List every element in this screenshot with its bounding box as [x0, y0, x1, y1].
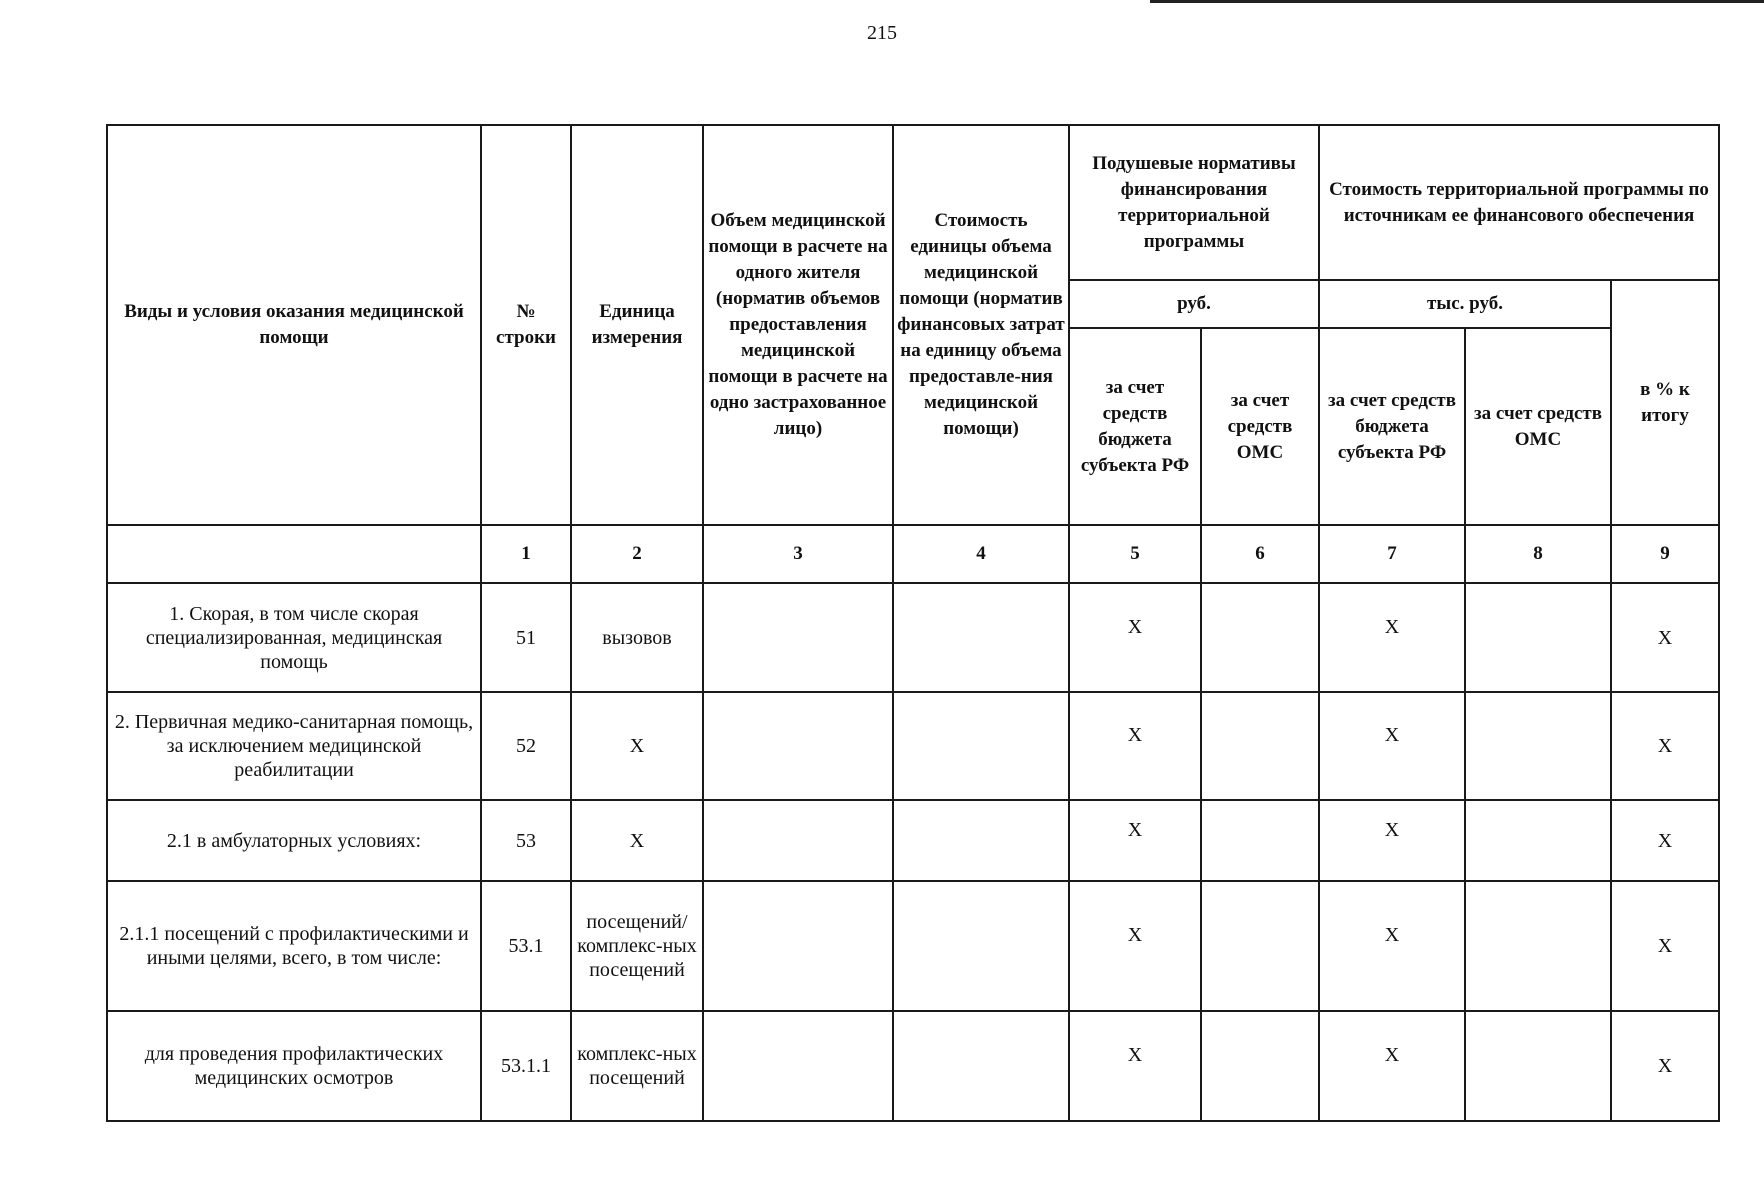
row-name: 2. Первичная медико-санитарная помощь, за исключением медицинской реабилитации: [107, 692, 481, 800]
x-mark: Х: [1384, 818, 1400, 841]
row-c8: [1465, 583, 1611, 692]
x-mark: Х: [1127, 818, 1143, 841]
row-c6: [1201, 692, 1319, 800]
row-name: 1. Скорая, в том числе скорая специализированная, медицинская помощь: [107, 583, 481, 692]
header-oms-2: за счет средств ОМС: [1465, 328, 1611, 525]
row-c6: [1201, 583, 1319, 692]
row-c6: [1201, 800, 1319, 881]
header-volume: Объем медицинской помощи в расчете на одного жителя (норматив объемов предоставления медицинской помощи в расчете на одно застрахованное лицо): [703, 125, 893, 525]
table-row: [107, 1011, 1719, 1121]
x-mark: Х: [1384, 724, 1400, 746]
row-no: 51: [481, 583, 571, 692]
row-c5: [1069, 692, 1201, 800]
row-c7: [1319, 881, 1465, 1011]
row-c8: [1465, 881, 1611, 1011]
row-volume: [703, 692, 893, 800]
x-mark: Х: [1384, 615, 1400, 638]
row-c9: Х: [1611, 881, 1719, 1011]
x-mark: Х: [1127, 724, 1143, 746]
row-c7: [1319, 692, 1465, 800]
row-unit: Х: [571, 692, 703, 800]
x-mark: Х: [1384, 1044, 1400, 1066]
row-unit: посещений/ комплекс-ных посещений: [571, 881, 703, 1011]
row-cost: [893, 583, 1069, 692]
column-number: 7: [1319, 525, 1465, 583]
row-unit: комплекс-ных посещений: [571, 1011, 703, 1121]
row-c5: [1069, 1011, 1201, 1121]
header-oms: за счет средств ОМС: [1201, 328, 1319, 525]
column-number-blank: [107, 525, 481, 583]
row-c7: [1319, 800, 1465, 881]
header-per-capita: Подушевые нормативы финансирования территориальной программы: [1069, 125, 1319, 280]
page-number: 215: [867, 22, 897, 44]
row-no: 53.1.1: [481, 1011, 571, 1121]
column-number: 8: [1465, 525, 1611, 583]
row-c8: [1465, 1011, 1611, 1121]
header-program-cost: Стоимость территориальной программы по источникам ее финансового обеспечения: [1319, 125, 1719, 280]
header-rub: руб.: [1069, 280, 1319, 328]
row-name: для проведения профилактических медицинских осмотров: [107, 1011, 481, 1121]
row-cost: [893, 692, 1069, 800]
funding-table: [106, 124, 1720, 1122]
row-volume: [703, 1011, 893, 1121]
x-mark: Х: [1384, 924, 1400, 946]
row-unit: Х: [571, 800, 703, 881]
x-mark: Х: [1127, 1044, 1143, 1066]
header-budget-subject-2: за счет средств бюджета субъекта РФ: [1319, 328, 1465, 525]
row-c5: [1069, 800, 1201, 881]
header-budget-subject: за счет средств бюджета субъекта РФ: [1069, 328, 1201, 525]
header-kind: Виды и условия оказания медицинской помощи: [107, 125, 481, 525]
row-name: 2.1.1 посещений с профилактическими и иными целями, всего, в том числе:: [107, 881, 481, 1011]
column-number: 5: [1069, 525, 1201, 583]
row-c9: Х: [1611, 800, 1719, 881]
row-c6: [1201, 1011, 1319, 1121]
header-percent: в % к итогу: [1611, 280, 1719, 525]
row-c5: [1069, 881, 1201, 1011]
column-number: 1: [481, 525, 571, 583]
x-mark: Х: [1127, 924, 1143, 946]
row-c5: [1069, 583, 1201, 692]
row-c8: [1465, 692, 1611, 800]
row-c8: [1465, 800, 1611, 881]
column-number: 2: [571, 525, 703, 583]
column-number: 9: [1611, 525, 1719, 583]
table-row: [107, 800, 1719, 881]
row-unit: вызовов: [571, 583, 703, 692]
row-c7: [1319, 1011, 1465, 1121]
row-c9: Х: [1611, 692, 1719, 800]
column-number: 3: [703, 525, 893, 583]
header-thousand-rub: тыс. руб.: [1319, 280, 1611, 328]
table-row: [107, 692, 1719, 800]
top-rule: [1150, 0, 1764, 3]
table-row: [107, 881, 1719, 1011]
row-cost: [893, 1011, 1069, 1121]
row-c9: Х: [1611, 1011, 1719, 1121]
table-row: [107, 583, 1719, 692]
row-cost: [893, 800, 1069, 881]
row-c9: Х: [1611, 583, 1719, 692]
column-number: 6: [1201, 525, 1319, 583]
x-mark: Х: [1127, 615, 1143, 638]
header-row-no: № строки: [481, 125, 571, 525]
row-cost: [893, 881, 1069, 1011]
column-numbers-row: [107, 525, 1719, 583]
header-cost: Стоимость единицы объема медицинской помощи (норматив финансовых затрат на единицу объема предоставле-ния медицинской помощи): [893, 125, 1069, 525]
row-no: 53: [481, 800, 571, 881]
row-volume: [703, 800, 893, 881]
row-volume: [703, 583, 893, 692]
row-no: 52: [481, 692, 571, 800]
row-name: 2.1 в амбулаторных условиях:: [107, 800, 481, 881]
row-c7: [1319, 583, 1465, 692]
row-volume: [703, 881, 893, 1011]
column-number: 4: [893, 525, 1069, 583]
row-no: 53.1: [481, 881, 571, 1011]
header-unit: Единица измерения: [571, 125, 703, 525]
row-c6: [1201, 881, 1319, 1011]
